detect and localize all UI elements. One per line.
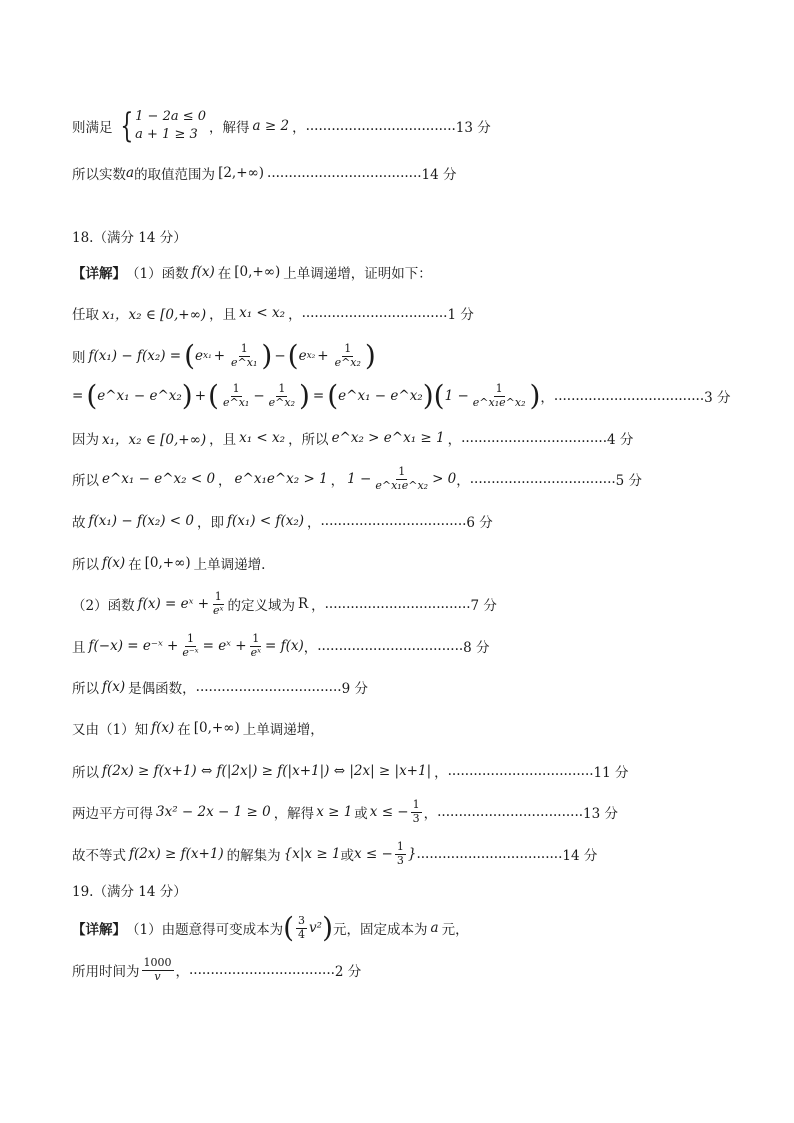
exponent: x₂ bbox=[306, 351, 316, 361]
solution-line-12 bbox=[72, 584, 497, 624]
math: 1 − bbox=[444, 388, 469, 404]
right-paren: ) bbox=[322, 911, 334, 944]
numerator: 1 bbox=[344, 342, 352, 356]
score: 13 分 bbox=[455, 120, 491, 136]
fraction bbox=[221, 383, 251, 408]
solution-line-5 bbox=[72, 293, 474, 333]
text: 则满足 bbox=[72, 120, 113, 136]
text: ， bbox=[292, 120, 306, 136]
math: e bbox=[195, 348, 204, 364]
operator: + bbox=[213, 348, 226, 364]
score: 1 分 bbox=[447, 307, 474, 323]
operator: = bbox=[72, 388, 84, 404]
text: 在 bbox=[177, 722, 191, 738]
right-paren: ) bbox=[364, 339, 376, 372]
system-row-1: 1 − 2a ≤ 0 bbox=[135, 109, 207, 125]
solution-line-1 bbox=[72, 106, 491, 146]
text: 所以实数 bbox=[72, 167, 126, 183]
left-paren: ( bbox=[86, 379, 98, 412]
leader-dots: .................................. bbox=[461, 430, 607, 446]
left-paren: ( bbox=[433, 379, 445, 412]
left-paren: ( bbox=[327, 379, 339, 412]
leader-dots: .................................. bbox=[416, 846, 563, 862]
fraction bbox=[411, 799, 422, 824]
solution-line-2 bbox=[72, 153, 457, 193]
solution-line-10 bbox=[72, 501, 493, 541]
math: e bbox=[298, 348, 307, 364]
math: R bbox=[297, 596, 309, 612]
operator: − bbox=[253, 388, 265, 404]
text: 元， bbox=[441, 922, 469, 938]
right-paren: ) bbox=[298, 379, 310, 412]
solution-line-9 bbox=[72, 459, 642, 499]
fraction bbox=[333, 343, 363, 368]
math: e^x₁ − e^x₂ < 0 bbox=[102, 471, 216, 487]
text: 的解集为 bbox=[226, 848, 281, 864]
leader-dots: .................................. bbox=[301, 305, 448, 321]
math: f(2x) ≥ f(x+1) ⇔ f(|2x|) ≥ f(|x+1|) ⇔ |2x| ≥ |x+1| bbox=[102, 763, 432, 779]
denominator: 3 bbox=[396, 853, 404, 867]
text: 在 bbox=[128, 557, 142, 573]
math: a bbox=[430, 920, 439, 936]
leader-dots: .................................. bbox=[195, 679, 342, 695]
text: ，解得 bbox=[273, 806, 315, 822]
text: 所用时间为 bbox=[72, 964, 140, 980]
text: ， bbox=[434, 765, 448, 781]
text: 且 bbox=[72, 640, 86, 656]
math: a bbox=[126, 165, 135, 181]
text: 元，固定成本为 bbox=[333, 922, 428, 938]
left-paren: ( bbox=[287, 339, 299, 372]
fraction bbox=[395, 841, 406, 866]
left-paren: ( bbox=[283, 911, 295, 944]
math: f(x) bbox=[151, 720, 175, 736]
text: 所以 bbox=[72, 765, 99, 781]
numerator: 1 bbox=[214, 590, 222, 604]
denominator: e^x₁e^x₂ bbox=[375, 478, 429, 492]
math: = eˣ + bbox=[202, 638, 247, 654]
math: e^x₂ > e^x₁ ≥ 1 bbox=[331, 430, 445, 446]
numerator: 3 bbox=[298, 914, 306, 928]
math: 1 − bbox=[347, 471, 372, 487]
text: 所以 bbox=[72, 473, 99, 489]
math: [0,+∞) bbox=[234, 264, 281, 280]
score: 13 分 bbox=[583, 806, 619, 822]
math: x ≤ − bbox=[354, 846, 393, 862]
solution-line-16 bbox=[72, 751, 629, 791]
denominator: e⁻ˣ bbox=[182, 645, 199, 659]
math: f(x₁) < f(x₂) bbox=[227, 513, 305, 529]
solution-line-17 bbox=[72, 792, 618, 832]
math: f(−x) = e⁻ˣ + bbox=[88, 638, 179, 654]
text: 的定义域为 bbox=[227, 598, 295, 614]
operator: + bbox=[194, 388, 207, 404]
inequality-system bbox=[116, 106, 207, 146]
solution-line-7 bbox=[72, 376, 731, 416]
right-paren: ) bbox=[529, 379, 541, 412]
leader-dots: .................................. bbox=[437, 804, 584, 820]
math: f(x₁) − f(x₂) = bbox=[88, 348, 182, 364]
score: 7 分 bbox=[470, 598, 497, 614]
math: x₁，x₂ ∈ [0,+∞) bbox=[102, 307, 207, 323]
math: x₁，x₂ ∈ [0,+∞) bbox=[102, 432, 207, 448]
heading-text: 18.（满分 14 分） bbox=[72, 230, 187, 246]
text: ，所以 bbox=[288, 432, 329, 448]
fraction bbox=[249, 633, 263, 658]
text: ， bbox=[311, 598, 325, 614]
denominator: 3 bbox=[412, 811, 420, 825]
math: f(x) bbox=[102, 555, 126, 571]
operator: = bbox=[312, 388, 325, 404]
right-paren: ) bbox=[181, 379, 193, 412]
text: 故不等式 bbox=[72, 848, 126, 864]
system-rows bbox=[135, 108, 206, 143]
leader-dots: .................................. bbox=[469, 471, 616, 487]
math: x ≤ − bbox=[369, 804, 409, 820]
text: 因为 bbox=[72, 432, 99, 448]
text: 上单调递增， bbox=[242, 722, 324, 738]
fraction bbox=[373, 466, 430, 491]
numerator: 1000 bbox=[143, 956, 172, 970]
text: 任取 bbox=[72, 307, 99, 323]
denominator: e^x₂ bbox=[334, 355, 361, 369]
text: ， bbox=[218, 473, 232, 489]
system-row-2: a + 1 ≥ 3 bbox=[135, 127, 198, 142]
math: } bbox=[407, 846, 417, 862]
leader-dots: .................................. bbox=[447, 763, 594, 779]
left-paren: ( bbox=[208, 379, 219, 412]
math: f(2x) ≥ f(x+1) bbox=[129, 846, 224, 862]
leader-dots: .................................. bbox=[317, 638, 464, 654]
text: ， bbox=[447, 432, 462, 448]
right-paren: ) bbox=[422, 379, 434, 412]
math: 3x² − 2x − 1 ≥ 0 bbox=[156, 804, 271, 820]
text: ， bbox=[307, 515, 321, 531]
left-brace: { bbox=[119, 106, 133, 146]
fraction bbox=[296, 915, 307, 940]
math: e^x₁ − e^x₂ bbox=[97, 388, 182, 404]
solution-line-11 bbox=[72, 543, 265, 583]
denominator: v bbox=[154, 969, 161, 983]
score: 9 分 bbox=[341, 681, 368, 697]
math: [0,+∞) bbox=[193, 720, 240, 736]
score: 6 分 bbox=[466, 515, 493, 531]
text: （2）函数 bbox=[72, 598, 135, 614]
text: ，且 bbox=[209, 307, 237, 323]
math: x₁ < x₂ bbox=[239, 430, 286, 446]
numerator: 1 bbox=[252, 632, 260, 646]
text: 或 bbox=[340, 848, 355, 864]
score: 8 分 bbox=[463, 640, 490, 656]
numerator: 1 bbox=[412, 798, 420, 812]
operator: − bbox=[274, 348, 286, 364]
solution-line-6 bbox=[72, 336, 376, 376]
text: （1）由题意得可变成本为 bbox=[126, 922, 284, 938]
denominator: eˣ bbox=[213, 603, 224, 617]
text: ， bbox=[540, 390, 554, 406]
math: f(x) bbox=[191, 264, 215, 280]
score: 14 分 bbox=[421, 167, 457, 183]
denominator: e^x₁ bbox=[231, 355, 258, 369]
text: ， bbox=[423, 806, 438, 822]
text: ，解得 bbox=[209, 120, 250, 136]
text: 的取值范围为 bbox=[134, 167, 216, 183]
text: 或 bbox=[354, 806, 368, 822]
score: 5 分 bbox=[615, 473, 643, 489]
denominator: 4 bbox=[298, 927, 306, 941]
denominator: e^x₂ bbox=[268, 395, 295, 409]
text: 上单调递增，证明如下： bbox=[283, 266, 432, 282]
denominator: e^x₁ bbox=[222, 395, 250, 409]
right-paren: ) bbox=[261, 339, 273, 372]
solution-line-14 bbox=[72, 667, 368, 707]
math: v² bbox=[309, 920, 323, 936]
question-heading-19 bbox=[72, 870, 187, 910]
math: f(x) = eˣ + bbox=[137, 596, 210, 612]
score: 2 分 bbox=[334, 964, 362, 980]
math: e^x₁ − e^x₂ bbox=[338, 388, 423, 404]
fraction bbox=[180, 633, 200, 658]
fraction bbox=[229, 343, 259, 368]
heading-text: 19.（满分 14 分） bbox=[72, 884, 187, 900]
solution-line-15 bbox=[72, 708, 324, 748]
score: 11 分 bbox=[593, 765, 629, 781]
detail-tag: 【详解】 bbox=[72, 922, 126, 938]
numerator: 1 bbox=[278, 382, 286, 396]
text: 故 bbox=[72, 515, 86, 531]
text: （1）函数 bbox=[126, 266, 189, 282]
denominator: e^x₁e^x₂ bbox=[472, 395, 526, 409]
fraction bbox=[142, 957, 174, 982]
numerator: 1 bbox=[396, 840, 404, 854]
solution-line-4 bbox=[72, 252, 432, 292]
numerator: 1 bbox=[186, 632, 194, 646]
text: 又由（1）知 bbox=[72, 722, 149, 738]
solution-line-18 bbox=[72, 834, 597, 874]
text: ， bbox=[303, 640, 318, 656]
leader-dots: .................................... bbox=[267, 165, 422, 181]
fraction bbox=[267, 383, 297, 408]
text: ，即 bbox=[197, 515, 224, 531]
operator: + bbox=[317, 348, 329, 364]
score: 3 分 bbox=[704, 390, 731, 406]
math: > 0 bbox=[432, 471, 457, 487]
score: 4 分 bbox=[607, 432, 634, 448]
math: x₁ < x₂ bbox=[239, 305, 286, 321]
math: {x|x ≥ 1 bbox=[283, 846, 341, 862]
solution-line-13 bbox=[72, 626, 490, 666]
solution-line-8 bbox=[72, 418, 633, 458]
leader-dots: .................................. bbox=[320, 513, 467, 529]
numerator: 1 bbox=[398, 465, 406, 479]
math: [2,+∞) bbox=[218, 165, 265, 181]
text: ，且 bbox=[209, 432, 237, 448]
text: 所以 bbox=[72, 557, 99, 573]
text: 所以 bbox=[72, 681, 99, 697]
math: f(x₁) − f(x₂) < 0 bbox=[88, 513, 194, 529]
text: 上单调递增. bbox=[193, 557, 266, 573]
fraction bbox=[211, 591, 225, 616]
math: = f(x) bbox=[265, 638, 304, 654]
left-paren: ( bbox=[184, 339, 196, 372]
math: e^x₁e^x₂ > 1 bbox=[234, 471, 328, 487]
denominator: eˣ bbox=[250, 645, 262, 659]
score: 14 分 bbox=[562, 848, 598, 864]
question-heading-18 bbox=[72, 216, 187, 256]
text: ， bbox=[288, 307, 302, 323]
numerator: 1 bbox=[232, 382, 240, 396]
text: 则 bbox=[72, 350, 86, 366]
leader-dots: ................................... bbox=[553, 388, 705, 404]
text: ， bbox=[175, 964, 189, 980]
detail-tag: 【详解】 bbox=[72, 266, 126, 282]
math: [0,+∞) bbox=[144, 555, 191, 571]
fraction bbox=[471, 383, 528, 408]
text: ， bbox=[456, 473, 470, 489]
numerator: 1 bbox=[495, 382, 503, 396]
leader-dots: .................................. bbox=[324, 596, 471, 612]
text: 两边平方可得 bbox=[72, 806, 153, 822]
text: 是偶函数， bbox=[128, 681, 196, 697]
solution-line-21 bbox=[72, 950, 361, 990]
leader-dots: ................................... bbox=[305, 118, 456, 134]
math: f(x) bbox=[102, 679, 126, 695]
solution-line-20 bbox=[72, 908, 469, 948]
text: 在 bbox=[217, 266, 232, 282]
math: a ≥ 2 bbox=[252, 118, 290, 134]
leader-dots: .................................. bbox=[189, 962, 335, 978]
math: x ≥ 1 bbox=[316, 804, 353, 820]
numerator: 1 bbox=[240, 342, 248, 356]
text: ， bbox=[330, 473, 345, 489]
exponent: x₁ bbox=[203, 351, 212, 361]
